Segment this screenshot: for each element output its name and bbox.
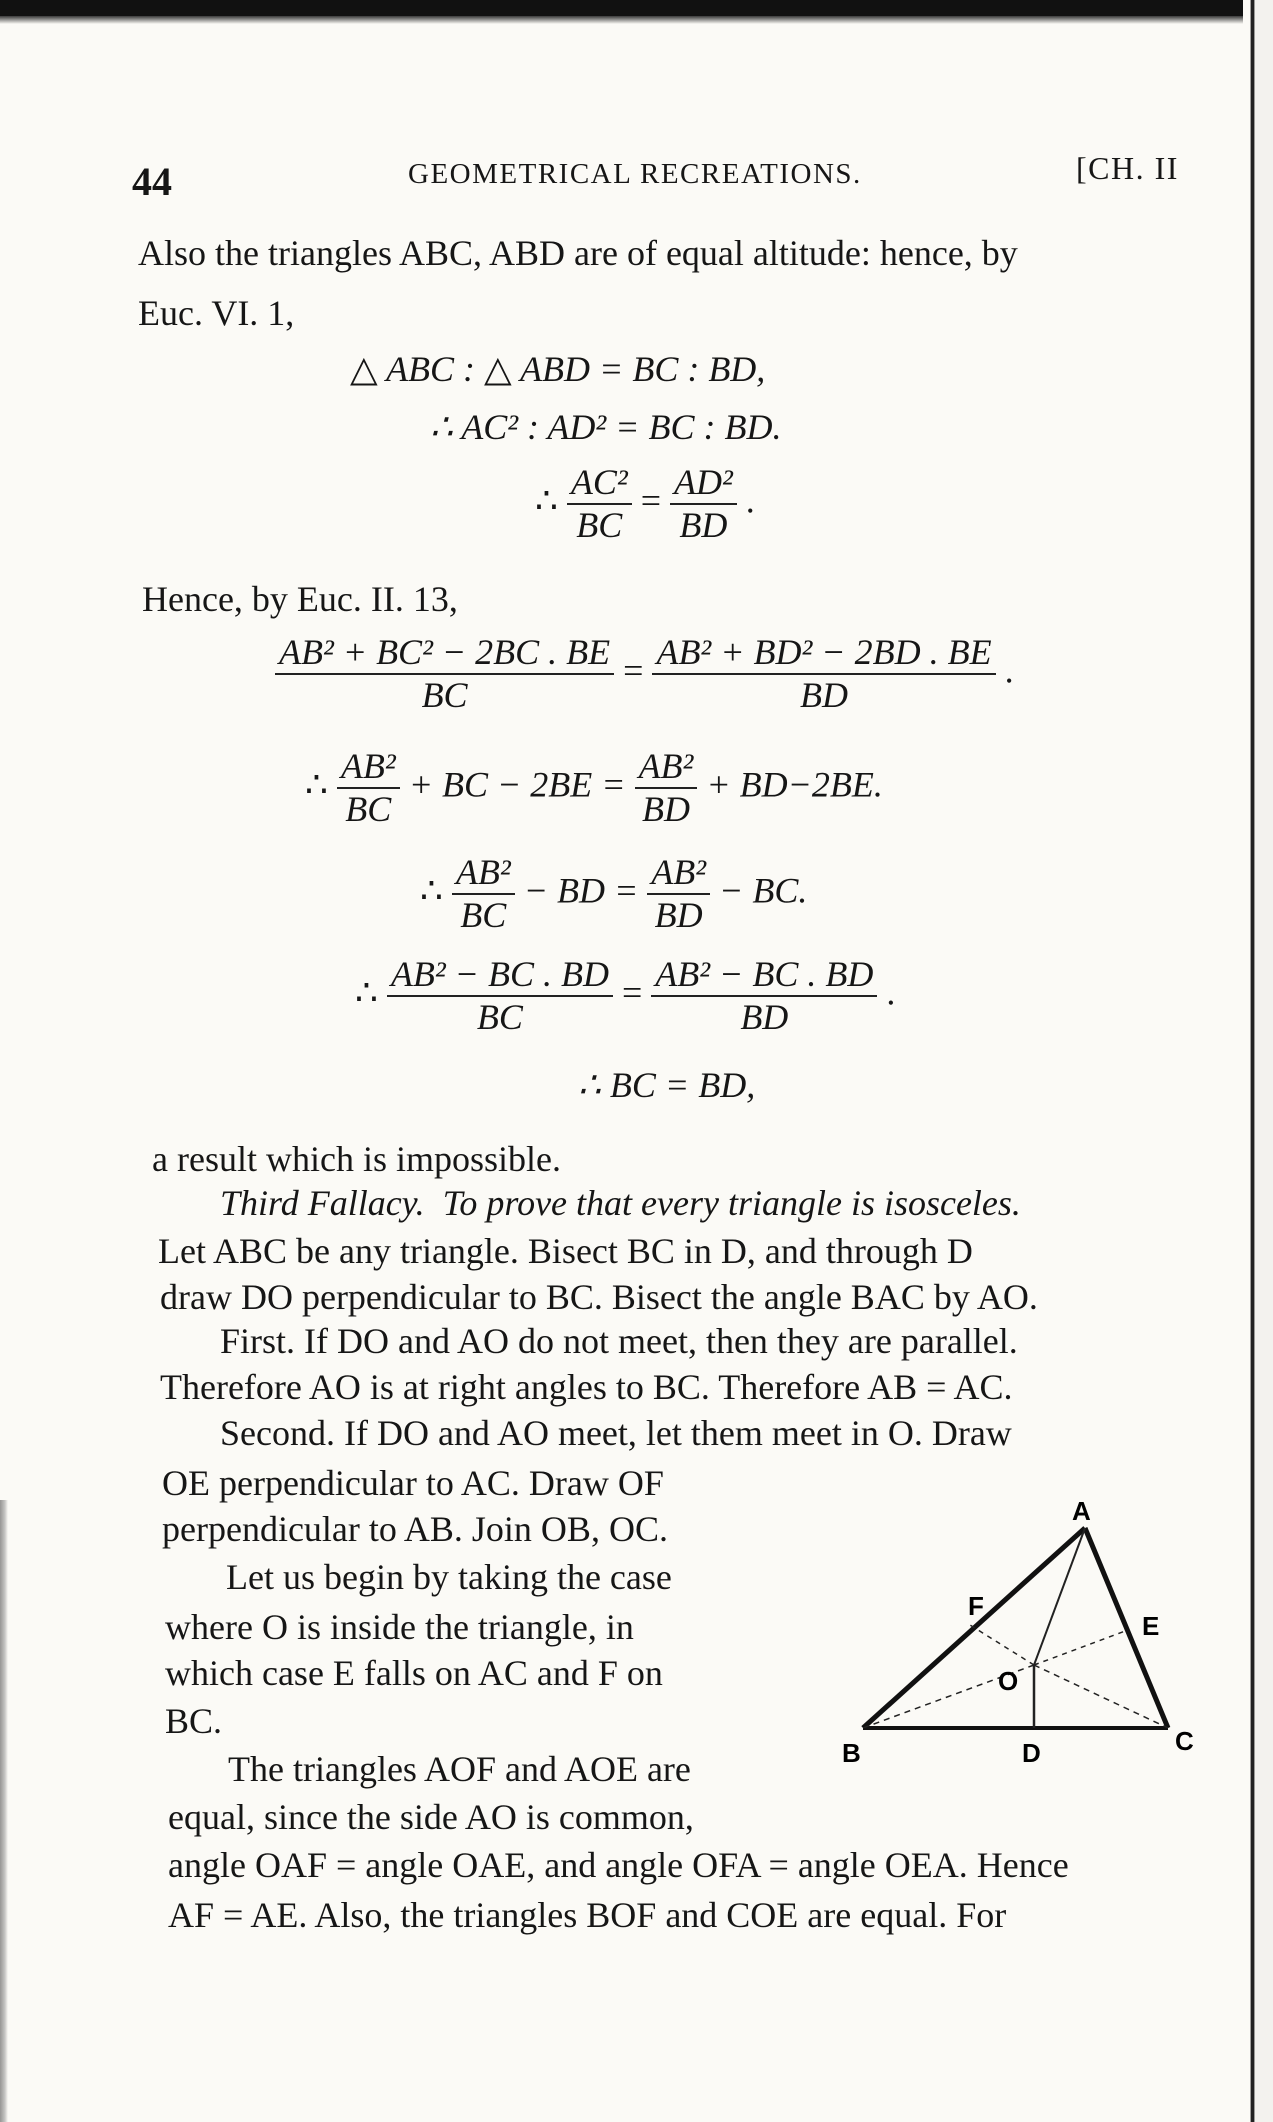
therefore-symbol: ∴ bbox=[355, 972, 378, 1013]
period: . bbox=[745, 480, 755, 521]
equation-euclid-ii-13 bbox=[275, 632, 1014, 717]
fraction bbox=[275, 632, 614, 717]
intro-line-2: Euc. VI. 1, bbox=[138, 293, 295, 333]
paragraph-line: angle OAF = angle OAE, and angle OFA = angle OEA. Hence bbox=[168, 1845, 1069, 1885]
equals-sign: = bbox=[621, 972, 643, 1013]
paragraph-line: Let us begin by taking the case bbox=[226, 1557, 672, 1597]
denominator: BC bbox=[476, 997, 523, 1038]
numerator: AD² bbox=[670, 462, 737, 505]
intro-line-1: Also the triangles ABC, ABD are of equal altitude: hence, by bbox=[138, 233, 1018, 273]
paragraph-line: First. If DO and AO do not meet, then they are parallel. bbox=[220, 1321, 1018, 1361]
fraction bbox=[452, 852, 515, 937]
hence-line: Hence, by Euc. II. 13, bbox=[142, 579, 458, 619]
equation-square-ratio: ∴ AC² : AD² = BC : BD. bbox=[430, 407, 782, 447]
denominator: BC bbox=[576, 505, 623, 546]
fraction bbox=[337, 746, 400, 831]
numerator: AB² − BC . BD bbox=[387, 954, 613, 997]
numerator: AB² bbox=[337, 746, 400, 789]
label-e: E bbox=[1142, 1611, 1160, 1641]
numerator: AB² bbox=[647, 852, 710, 895]
fallacy-claim: To prove that every triangle is isosceles. bbox=[442, 1183, 1021, 1223]
paragraph-line: OE perpendicular to AC. Draw OF bbox=[162, 1463, 664, 1503]
label-a: A bbox=[1072, 1500, 1091, 1526]
equation-end: − BC. bbox=[719, 870, 808, 911]
equals-sign: = bbox=[623, 650, 644, 691]
numerator: AB² + BC² − 2BC . BE bbox=[275, 632, 614, 675]
paragraph-line: Let ABC be any triangle. Bisect BC in D, and through D bbox=[158, 1231, 973, 1271]
equation-conclusion: ∴ BC = BD, bbox=[578, 1065, 756, 1105]
therefore-symbol: ∴ bbox=[535, 480, 558, 521]
paragraph-line: Second. If DO and AO meet, let them meet in O. Draw bbox=[220, 1413, 1012, 1453]
perpendicular-oe bbox=[1034, 1630, 1128, 1665]
equation-fraction-ratio bbox=[535, 462, 755, 547]
denominator: BD bbox=[654, 895, 703, 936]
fraction bbox=[651, 954, 877, 1039]
equation-step-4 bbox=[355, 954, 895, 1039]
label-b: B bbox=[842, 1738, 861, 1768]
denominator: BC bbox=[421, 675, 468, 716]
period: . bbox=[1004, 650, 1014, 691]
label-o: O bbox=[998, 1666, 1019, 1696]
paragraph-line: which case E falls on AC and F on bbox=[165, 1653, 663, 1693]
equals-sign: = bbox=[640, 480, 662, 521]
label-d: D bbox=[1022, 1738, 1041, 1768]
fraction bbox=[652, 632, 995, 717]
paragraph-line: where O is inside the triangle, in bbox=[165, 1607, 634, 1647]
equation-step-2 bbox=[305, 746, 883, 831]
denominator: BD bbox=[740, 997, 789, 1038]
equation-end: + BD−2BE. bbox=[706, 764, 883, 805]
paragraph-line: draw DO perpendicular to BC. Bisect the angle BAC by AO. bbox=[160, 1277, 1038, 1317]
numerator: AB² − BC . BD bbox=[651, 954, 877, 997]
therefore-symbol: ∴ bbox=[420, 870, 443, 911]
label-f: F bbox=[968, 1591, 984, 1621]
perpendicular-of bbox=[970, 1625, 1034, 1665]
scan-left-shadow bbox=[0, 1500, 8, 2122]
fraction bbox=[635, 746, 698, 831]
chapter-reference: [CH. II bbox=[1076, 150, 1179, 186]
result-line: a result which is impossible. bbox=[152, 1139, 561, 1179]
paragraph-line: equal, since the side AO is common, bbox=[168, 1797, 694, 1837]
paragraph-line: BC. bbox=[165, 1701, 223, 1741]
equation-middle: − BD = bbox=[523, 870, 639, 911]
paragraph-line: AF = AE. Also, the triangles BOF and COE are equal. For bbox=[168, 1895, 1007, 1935]
equation-step-3 bbox=[420, 852, 807, 937]
numerator: AB² bbox=[452, 852, 515, 895]
numerator: AC² bbox=[567, 462, 632, 505]
fraction bbox=[387, 954, 613, 1039]
numerator: AB² bbox=[635, 746, 698, 789]
fallacy-title: Third Fallacy. bbox=[220, 1183, 425, 1223]
denominator: BD bbox=[679, 505, 728, 546]
period: . bbox=[886, 972, 896, 1013]
numerator: AB² + BD² − 2BD . BE bbox=[652, 632, 995, 675]
paragraph-line: Therefore AO is at right angles to BC. Therefore AB = AC. bbox=[160, 1367, 1013, 1407]
fraction bbox=[647, 852, 710, 937]
denominator: BC bbox=[345, 789, 392, 830]
denominator: BD bbox=[800, 675, 848, 716]
paragraph-line: The triangles AOF and AOE are bbox=[228, 1749, 691, 1789]
equation-triangle-ratio: △ ABC : △ ABD = BC : BD, bbox=[350, 349, 766, 389]
scan-top-shadow bbox=[0, 16, 1273, 24]
equation-middle: + BC − 2BE = bbox=[408, 764, 626, 805]
label-c: C bbox=[1175, 1726, 1194, 1756]
paragraph-line: perpendicular to AB. Join OB, OC. bbox=[162, 1509, 668, 1549]
denominator: BD bbox=[641, 789, 690, 830]
denominator: BC bbox=[460, 895, 507, 936]
triangle-figure bbox=[830, 1500, 1220, 1770]
fallacy-heading bbox=[220, 1182, 1021, 1224]
therefore-symbol: ∴ bbox=[305, 764, 328, 805]
fraction bbox=[670, 462, 737, 547]
running-title: GEOMETRICAL RECREATIONS. bbox=[408, 158, 862, 190]
page-number: 44 bbox=[132, 159, 172, 204]
scan-top-border bbox=[0, 0, 1273, 16]
fraction bbox=[567, 462, 632, 547]
scan-right-binding bbox=[1243, 0, 1273, 2122]
